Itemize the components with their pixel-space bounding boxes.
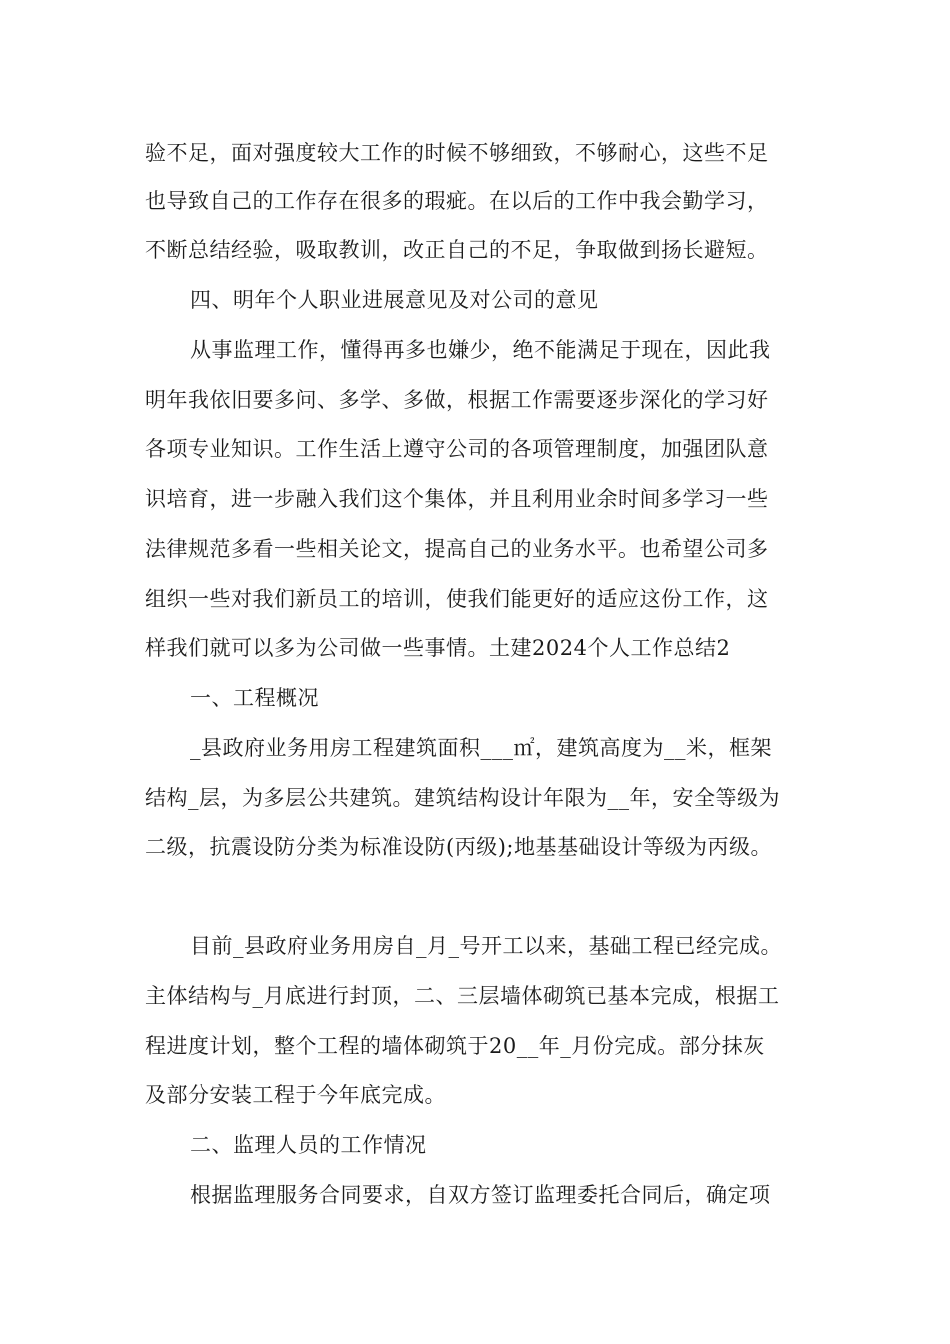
paragraph-line: _县政府业务用房工程建筑面积___㎡，建筑高度为__米，框架	[190, 736, 772, 760]
paragraph-line: 样我们就可以多为公司做一些事情。土建2024个人工作总结2	[145, 636, 731, 660]
paragraph-line: 程进度计划，整个工程的墙体砌筑于20__年_月份完成。部分抹灰	[145, 1034, 765, 1058]
paragraph-line: 也导致自己的工作存在很多的瑕疵。在以后的工作中我会勤学习，	[145, 189, 769, 213]
paragraph-line: 识培育，进一步融入我们这个集体，并且利用业余时间多学习一些	[145, 487, 769, 511]
section-heading: 二、监理人员的工作情况	[190, 1133, 427, 1157]
section-heading: 一、工程概况	[190, 686, 319, 710]
paragraph-line: 验不足，面对强度较大工作的时候不够细致，不够耐心，这些不足	[145, 141, 769, 165]
paragraph-line: 明年我依旧要多问、多学、多做，根据工作需要逐步深化的学习好	[145, 388, 769, 412]
paragraph-line: 主体结构与_月底进行封顶，二、三层墙体砌筑已基本完成，根据工	[145, 984, 780, 1008]
paragraph-line: 二级，抗震设防分类为标准设防(丙级);地基基础设计等级为丙级。	[145, 835, 772, 859]
paragraph-line: 不断总结经验，吸取教训，改正自己的不足，争取做到扬长避短。	[145, 238, 769, 262]
section-heading: 四、明年个人职业进展意见及对公司的意见	[190, 288, 599, 312]
paragraph-line: 从事监理工作，懂得再多也嫌少，绝不能满足于现在，因此我	[190, 338, 771, 362]
paragraph-line: 结构_层，为多层公共建筑。建筑结构设计年限为__年，安全等级为	[145, 786, 780, 810]
paragraph-line: 及部分安装工程于今年底完成。	[145, 1083, 446, 1107]
paragraph-line: 组织一些对我们新员工的培训，使我们能更好的适应这份工作，这	[145, 587, 769, 611]
paragraph-line: 目前_县政府业务用房自_月_号开工以来，基础工程已经完成。	[190, 934, 782, 958]
paragraph-line: 各项专业知识。工作生活上遵守公司的各项管理制度，加强团队意	[145, 437, 769, 461]
paragraph-line: 根据监理服务合同要求，自双方签订监理委托合同后，确定项	[190, 1183, 771, 1207]
paragraph-line: 法律规范多看一些相关论文，提高自己的业务水平。也希望公司多	[145, 537, 769, 561]
